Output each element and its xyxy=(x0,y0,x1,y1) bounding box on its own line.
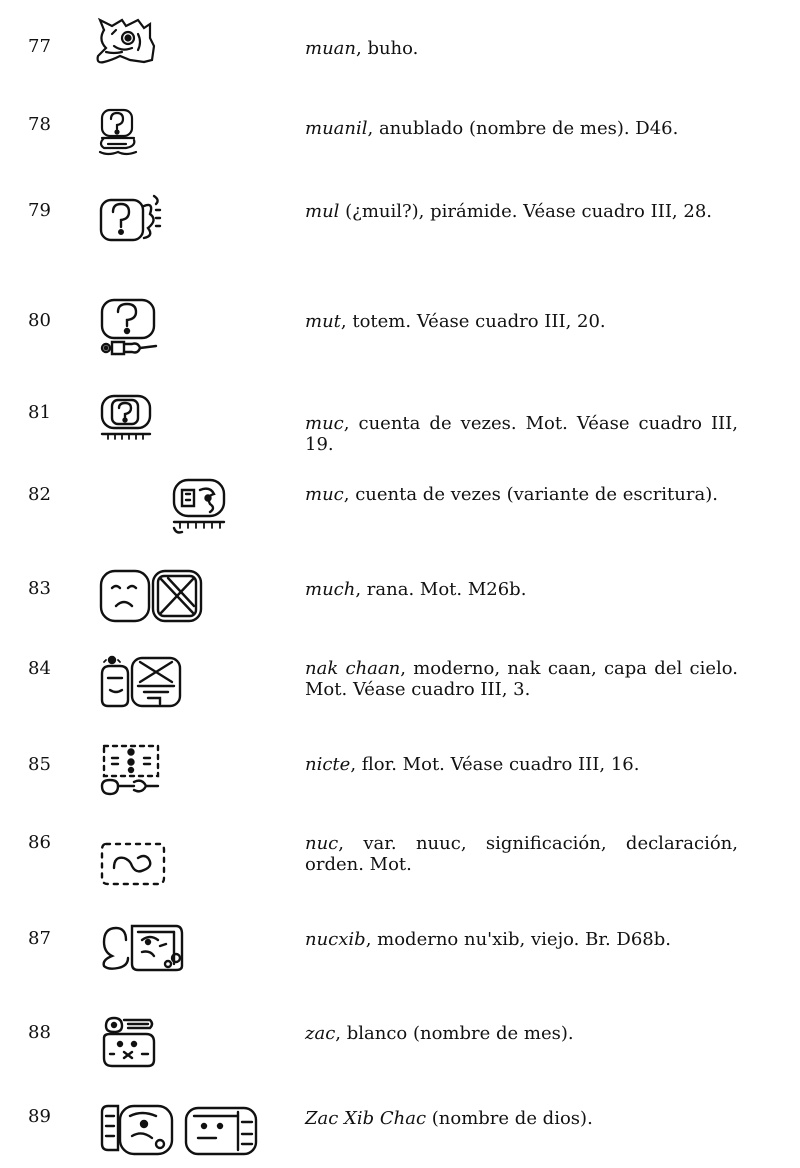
entry-text: , var. nuuc, significación, declaración, orden. Mot. xyxy=(305,833,738,875)
entry-number: 78 xyxy=(28,114,51,135)
entry-definition xyxy=(305,201,738,222)
entry-term: mut xyxy=(305,311,341,332)
entry-definition xyxy=(305,579,738,600)
much-glyph-icon xyxy=(98,568,206,626)
entry-text: , buho. xyxy=(356,38,419,59)
entry-definition xyxy=(305,658,738,700)
nicte-glyph-icon xyxy=(98,742,164,800)
entry-text: , flor. Mot. Véase cuadro III, 16. xyxy=(350,754,640,775)
entry-definition xyxy=(305,38,738,59)
nak-chaan-glyph-icon xyxy=(98,654,184,710)
entry-text: , cuenta de vezes. Mot. Véase cuadro III, 19. xyxy=(305,413,738,455)
entry-text: , moderno nu'xib, viejo. Br. D68b. xyxy=(365,929,671,950)
entry-number: 79 xyxy=(28,200,51,221)
entry-term: muanil xyxy=(305,118,368,139)
entry-definition xyxy=(305,1023,738,1044)
entry-number: 83 xyxy=(28,578,51,599)
entry-number: 85 xyxy=(28,754,51,775)
entry-number: 81 xyxy=(28,402,51,423)
entry-term: muc xyxy=(305,413,344,434)
entry-text: , anublado (nombre de mes). D46. xyxy=(367,118,679,139)
entry-text: (nombre de dios). xyxy=(426,1108,593,1129)
entry-definition xyxy=(305,833,738,875)
entry-term: zac xyxy=(305,1023,336,1044)
entry-term: nak chaan xyxy=(305,658,401,679)
entry-term: mul xyxy=(305,201,340,222)
nuc-glyph-icon xyxy=(98,838,168,888)
entry-number: 86 xyxy=(28,832,51,853)
entry-definition xyxy=(305,1108,738,1129)
zac-xib-chac-glyph-icon xyxy=(98,1102,260,1158)
entry-number: 87 xyxy=(28,928,51,949)
owl-glyph-icon xyxy=(92,16,158,68)
muc-glyph-icon xyxy=(98,394,156,446)
entry-definition xyxy=(305,754,738,775)
entry-number: 80 xyxy=(28,310,51,331)
entry-definition xyxy=(305,484,738,505)
entry-term: much xyxy=(305,579,356,600)
entry-definition xyxy=(305,929,738,950)
entry-number: 82 xyxy=(28,484,51,505)
entry-term: muan xyxy=(305,38,356,59)
entry-text: (¿muil?), pirámide. Véase cuadro III, 28. xyxy=(339,201,712,222)
muanil-glyph-icon xyxy=(96,108,142,158)
muc-variant-glyph-icon xyxy=(170,478,228,536)
mul-glyph-icon xyxy=(98,192,164,244)
entry-term: Zac Xib Chac xyxy=(305,1108,427,1129)
zac-glyph-icon xyxy=(98,1014,160,1070)
entry-term: muc xyxy=(305,484,344,505)
entry-text: , totem. Véase cuadro III, 20. xyxy=(340,311,606,332)
mut-glyph-icon xyxy=(98,298,160,360)
entry-term: nucxib xyxy=(305,929,366,950)
entry-number: 88 xyxy=(28,1022,51,1043)
entry-term: nuc xyxy=(305,833,339,854)
entry-number: 77 xyxy=(28,36,51,57)
entry-number: 84 xyxy=(28,658,51,679)
entry-number: 89 xyxy=(28,1106,51,1127)
nucxib-glyph-icon xyxy=(98,920,188,974)
entry-definition xyxy=(305,118,738,139)
entry-text: , moderno, nak caan, capa del cielo. Mot. Véase cuadro III, 3. xyxy=(305,658,738,700)
entry-text: , blanco (nombre de mes). xyxy=(335,1023,574,1044)
entry-definition xyxy=(305,413,738,455)
entry-definition xyxy=(305,311,738,332)
entry-text: , rana. Mot. M26b. xyxy=(355,579,527,600)
entry-term: nicte xyxy=(305,754,351,775)
entry-text: , cuenta de vezes (variante de escritura). xyxy=(343,484,718,505)
